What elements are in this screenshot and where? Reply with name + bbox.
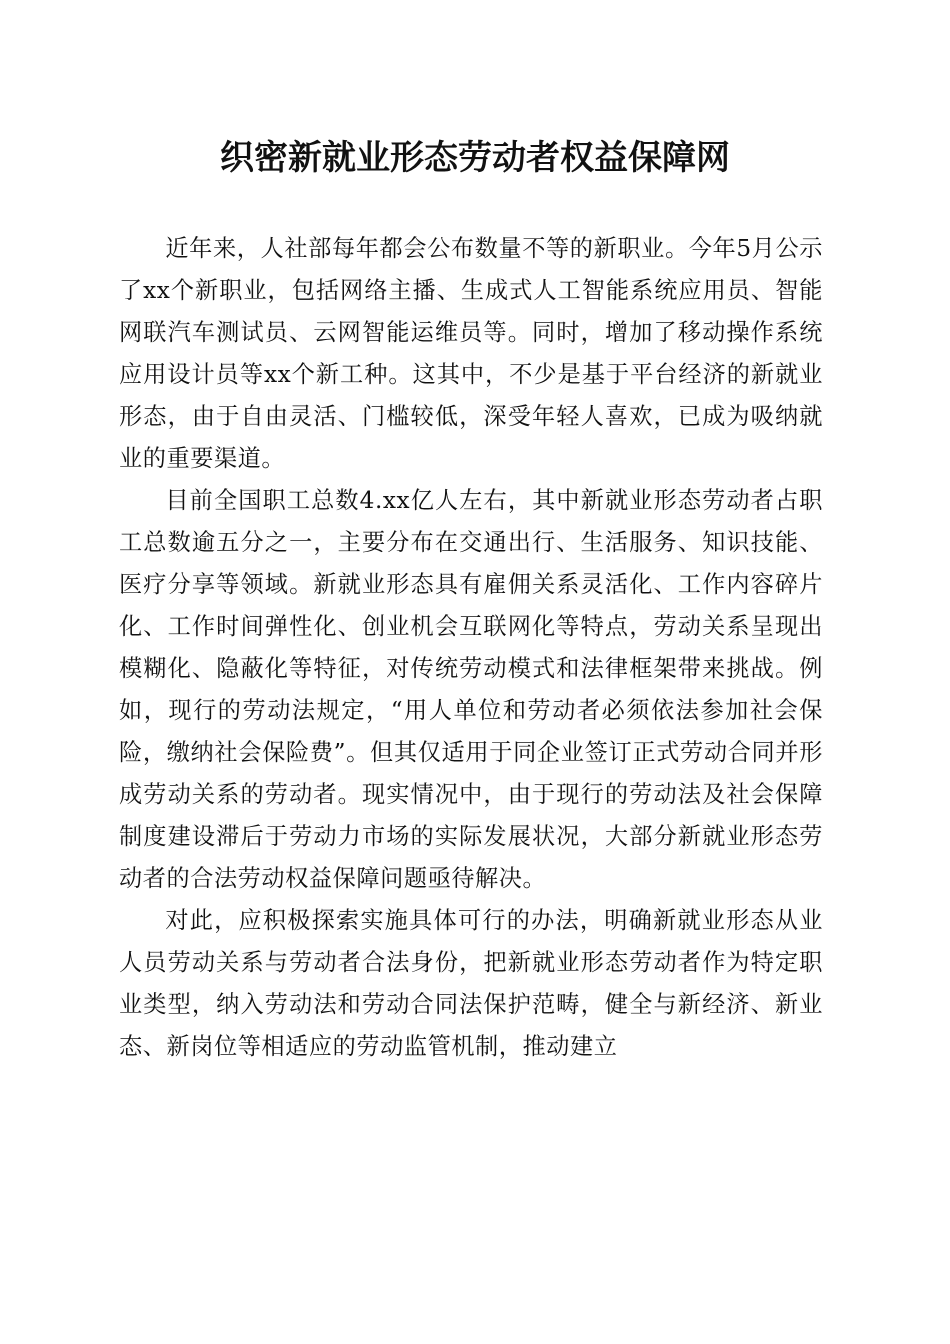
paragraph-2: 目前全国职工总数4.xx亿人左右，其中新就业形态劳动者占职工总数逾五分之一，主要分布在交通出行、生活服务、知识技能、医疗分享等领域。新就业形态具有雇佣关系灵活化、工作内容碎片化、工作时间弹性化、创业机会互联网化等特点，劳动关系呈现出模糊化、隐蔽化等特征，对传统劳动模式和法律框架带来挑战。例如，现行的劳动法规定，“用人单位和劳动者必须依法参加社会保险，缴纳社会保险费”。但其仅适用于同企业签订正式劳动合同并形成劳动关系的劳动者。现实情况中，由于现行的劳动法及社会保障制度建设滞后于劳动力市场的实际发展状况，大部分新就业形态劳动者的合法劳动权益保障问题亟待解决。 [119, 487, 823, 892]
document-title: 织密新就业形态劳动者权益保障网 [220, 138, 730, 178]
document-body [119, 228, 823, 1068]
paragraph-1: 近年来，人社部每年都会公布数量不等的新职业。今年5月公示了xx个新职业，包括网络主播、生成式人工智能系统应用员、智能网联汽车测试员、云网智能运维员等。同时，增加了移动操作系统应用设计员等xx个新工种。这其中，不少是基于平台经济的新就业形态，由于自由灵活、门槛较低，深受年轻人喜欢，已成为吸纳就业的重要渠道。 [119, 235, 823, 472]
paragraph-3: 对此，应积极探索实施具体可行的办法，明确新就业形态从业人员劳动关系与劳动者合法身份，把新就业形态劳动者作为特定职业类型，纳入劳动法和劳动合同法保护范畴，健全与新经济、新业态、新岗位等相适应的劳动监管机制，推动建立 [119, 907, 823, 1060]
